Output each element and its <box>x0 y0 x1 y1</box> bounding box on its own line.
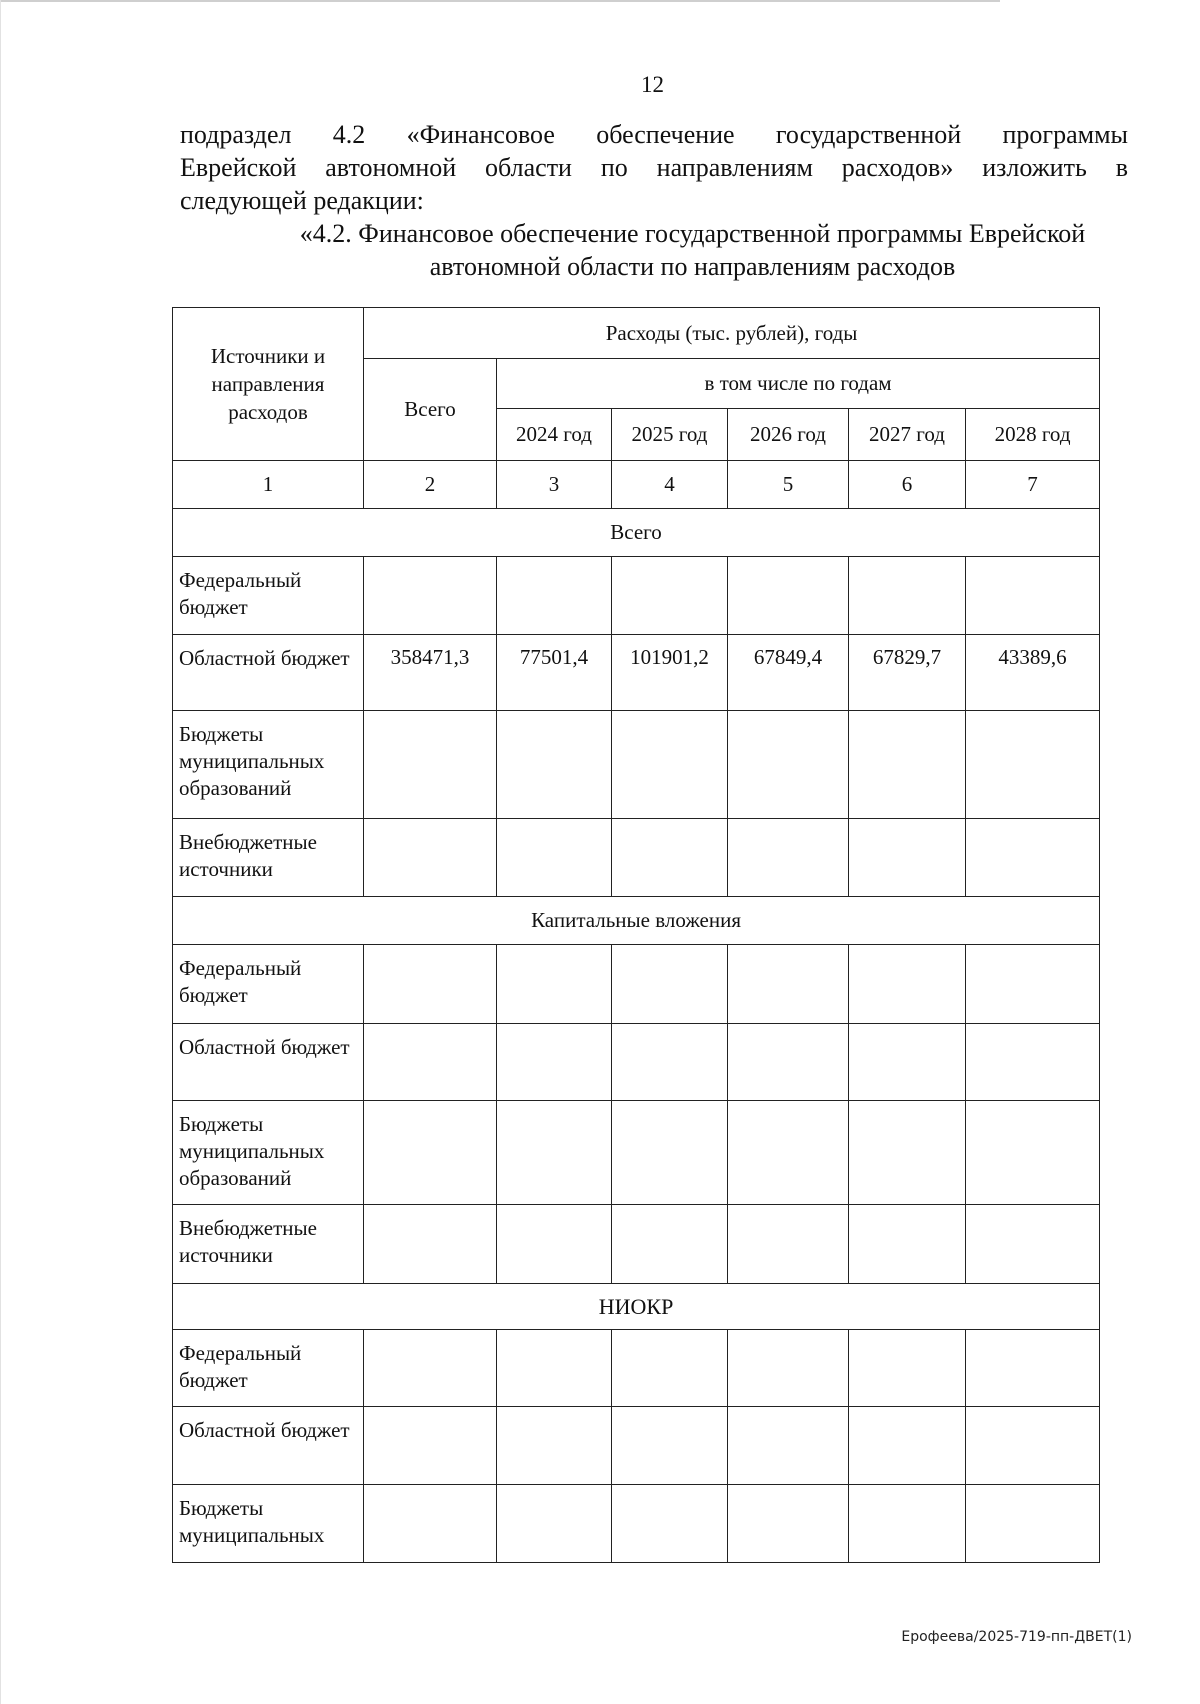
value-cell <box>612 711 728 819</box>
value-cell <box>364 1485 497 1563</box>
header-expenses: Расходы (тыс. рублей), годы <box>364 308 1100 359</box>
intro-line-3: следующей редакции: <box>180 186 424 215</box>
row-label: Внебюджетные источники <box>173 819 364 897</box>
subtitle-line-2: автономной области по направлениям расходов <box>429 252 956 281</box>
value-cell: 43389,6 <box>966 635 1100 711</box>
col-number-7: 7 <box>966 461 1100 509</box>
value-cell <box>497 1330 612 1407</box>
header-year-2024: 2024 год <box>497 409 612 461</box>
section-row-niokr <box>173 1284 1100 1330</box>
financing-table <box>172 307 1100 1563</box>
col-number-2: 2 <box>364 461 497 509</box>
value-cell <box>966 1101 1100 1205</box>
value-cell <box>849 819 966 897</box>
table-row <box>173 945 1100 1024</box>
column-number-row <box>173 461 1100 509</box>
value-cell <box>849 711 966 819</box>
document-code: Ерофеева/2025-719-пп-ДВЕТ(1) <box>901 1629 1132 1645</box>
table-row <box>173 557 1100 635</box>
value-cell <box>728 1205 849 1284</box>
value-cell <box>849 1205 966 1284</box>
value-cell <box>497 1101 612 1205</box>
value-cell <box>728 819 849 897</box>
col-number-5: 5 <box>728 461 849 509</box>
section-title: Капитальные вложения <box>173 897 1100 945</box>
header-year-2025: 2025 год <box>612 409 728 461</box>
row-label: Бюджеты муниципальных <box>173 1485 364 1563</box>
value-cell <box>364 1101 497 1205</box>
value-cell <box>497 557 612 635</box>
col-number-3: 3 <box>497 461 612 509</box>
table-row <box>173 1330 1100 1407</box>
value-cell <box>497 1205 612 1284</box>
value-cell <box>364 1205 497 1284</box>
section-subtitle <box>255 217 1130 283</box>
value-cell <box>612 1205 728 1284</box>
value-cell <box>612 1101 728 1205</box>
value-cell <box>728 557 849 635</box>
value-cell <box>612 1024 728 1101</box>
value-cell <box>966 1407 1100 1485</box>
value-cell <box>612 1485 728 1563</box>
value-cell <box>612 1330 728 1407</box>
table-row <box>173 635 1100 711</box>
row-label: Областной бюджет <box>173 635 364 711</box>
value-cell <box>849 1407 966 1485</box>
value-cell <box>728 945 849 1024</box>
value-cell <box>612 1407 728 1485</box>
value-cell <box>364 557 497 635</box>
header-year-2026: 2026 год <box>728 409 849 461</box>
section-row-capital <box>173 897 1100 945</box>
value-cell <box>728 1101 849 1205</box>
header-sources-text: Источники и направления расходов <box>210 344 326 424</box>
section-title: НИОКР <box>173 1284 1100 1330</box>
row-label: Областной бюджет <box>173 1407 364 1485</box>
row-label: Областной бюджет <box>173 1024 364 1101</box>
row-label: Бюджеты муниципальных образований <box>173 711 364 819</box>
value-cell <box>728 1407 849 1485</box>
intro-line-1: подраздел 4.2 «Финансовое обеспечение государственной программы <box>180 120 1128 149</box>
intro-paragraph <box>180 118 1128 184</box>
value-cell <box>849 557 966 635</box>
value-cell: 67829,7 <box>849 635 966 711</box>
row-label: Федеральный бюджет <box>173 557 364 635</box>
row-label: Федеральный бюджет <box>173 1330 364 1407</box>
row-label: Внебюджетные источники <box>173 1205 364 1284</box>
table-row <box>173 1205 1100 1284</box>
value-cell <box>849 1101 966 1205</box>
value-cell <box>364 945 497 1024</box>
value-cell <box>497 1485 612 1563</box>
value-cell <box>364 1330 497 1407</box>
value-cell <box>966 1330 1100 1407</box>
subtitle-line-1: «4.2. Финансовое обеспечение государственной программы Еврейской <box>299 219 1086 248</box>
header-total: Всего <box>364 359 497 461</box>
value-cell <box>966 557 1100 635</box>
table-row <box>173 1407 1100 1485</box>
value-cell <box>966 945 1100 1024</box>
value-cell <box>497 1024 612 1101</box>
value-cell <box>728 1485 849 1563</box>
row-label: Бюджеты муниципальных образований <box>173 1101 364 1205</box>
value-cell <box>849 1330 966 1407</box>
col-number-1: 1 <box>173 461 364 509</box>
value-cell <box>497 819 612 897</box>
value-cell <box>849 945 966 1024</box>
value-cell <box>966 1485 1100 1563</box>
header-year-2028: 2028 год <box>966 409 1100 461</box>
value-cell <box>728 1330 849 1407</box>
row-label: Федеральный бюджет <box>173 945 364 1024</box>
value-cell <box>612 945 728 1024</box>
page-number: 12 <box>641 72 664 97</box>
table-row <box>173 1485 1100 1563</box>
table-row <box>173 711 1100 819</box>
col-number-4: 4 <box>612 461 728 509</box>
intro-line-2: Еврейской автономной области по направлениям расходов» изложить в <box>180 153 1128 182</box>
value-cell: 67849,4 <box>728 635 849 711</box>
section-title: Всего <box>173 509 1100 557</box>
header-by-years: в том числе по годам <box>497 359 1100 409</box>
table-row <box>173 1101 1100 1205</box>
table-row <box>173 819 1100 897</box>
value-cell <box>364 819 497 897</box>
value-cell: 101901,2 <box>612 635 728 711</box>
value-cell <box>966 819 1100 897</box>
header-year-2027: 2027 год <box>849 409 966 461</box>
top-edge-rule <box>0 0 1000 2</box>
section-row-total <box>173 509 1100 557</box>
table-row <box>173 1024 1100 1101</box>
value-cell <box>497 711 612 819</box>
value-cell <box>966 1205 1100 1284</box>
value-cell <box>612 557 728 635</box>
value-cell <box>728 1024 849 1101</box>
value-cell <box>849 1024 966 1101</box>
value-cell <box>966 711 1100 819</box>
value-cell <box>497 945 612 1024</box>
value-cell: 77501,4 <box>497 635 612 711</box>
left-edge-rule <box>0 0 1 1704</box>
value-cell <box>966 1024 1100 1101</box>
value-cell <box>497 1407 612 1485</box>
value-cell <box>364 1407 497 1485</box>
value-cell <box>612 819 728 897</box>
header-sources <box>173 308 364 461</box>
value-cell: 358471,3 <box>364 635 497 711</box>
value-cell <box>364 1024 497 1101</box>
value-cell <box>849 1485 966 1563</box>
col-number-6: 6 <box>849 461 966 509</box>
value-cell <box>364 711 497 819</box>
value-cell <box>728 711 849 819</box>
